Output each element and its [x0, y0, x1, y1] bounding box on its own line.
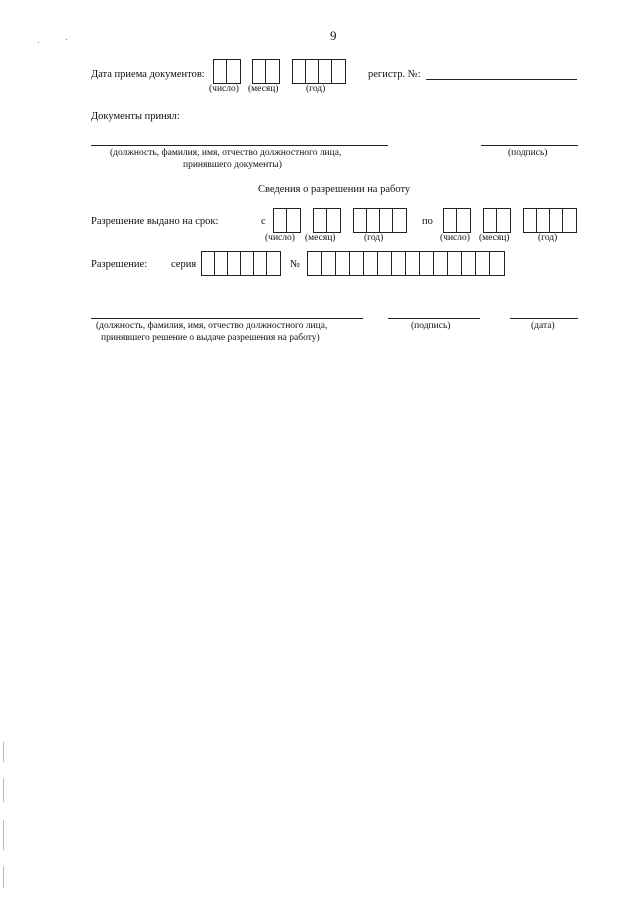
digit-cell[interactable] [332, 60, 345, 83]
digit-cell[interactable] [228, 252, 241, 275]
receipt-date-label: Дата приема документов: [91, 69, 205, 80]
digit-cell[interactable] [322, 252, 336, 275]
receipt-day-caption: (число) [209, 84, 239, 94]
from-day-caption: (число) [265, 233, 295, 243]
digit-cell[interactable] [448, 252, 462, 275]
permit-info-heading: Сведения о разрешении на работу [258, 184, 411, 195]
digit-cell[interactable] [364, 252, 378, 275]
digit-cell[interactable] [241, 252, 254, 275]
receipt-day-boxes[interactable] [213, 59, 241, 84]
digit-cell[interactable] [336, 252, 350, 275]
decision-caption-2: принявшего решение о выдаче разрешения на работу) [101, 333, 320, 343]
permit-label: Разрешение: [91, 259, 148, 270]
digit-cell[interactable] [202, 252, 215, 275]
decision-signature-caption: (подпись) [411, 321, 451, 331]
number-sign: № [290, 259, 301, 270]
digit-cell[interactable] [392, 252, 406, 275]
scan-margin-mark [3, 866, 4, 888]
digit-cell[interactable] [350, 252, 364, 275]
registration-number-line[interactable] [426, 79, 577, 80]
from-year-caption: (год) [364, 233, 384, 243]
digit-cell[interactable] [524, 209, 537, 232]
digit-cell[interactable] [462, 252, 476, 275]
digit-cell[interactable] [327, 209, 340, 232]
digit-cell[interactable] [563, 209, 576, 232]
series-label: серия [171, 259, 197, 270]
decision-caption-1: (должность, фамилия, имя, отчество должностного лица, [96, 321, 328, 331]
digit-cell[interactable] [306, 60, 319, 83]
scan-margin-mark [3, 778, 4, 802]
digit-cell[interactable] [434, 252, 448, 275]
digit-cell[interactable] [457, 209, 470, 232]
digit-cell[interactable] [406, 252, 420, 275]
decision-signature-line[interactable] [388, 318, 480, 319]
digit-cell[interactable] [420, 252, 434, 275]
decision-official-line[interactable] [91, 318, 363, 319]
to-year-boxes[interactable] [523, 208, 577, 233]
digit-cell[interactable] [267, 252, 280, 275]
scan-margin-mark [3, 742, 4, 762]
digit-cell[interactable] [484, 209, 497, 232]
to-month-caption: (месяц) [479, 233, 510, 243]
digit-cell[interactable] [319, 60, 332, 83]
to-day-boxes[interactable] [443, 208, 471, 233]
permit-number-boxes[interactable] [307, 251, 505, 276]
to-month-boxes[interactable] [483, 208, 511, 233]
digit-cell[interactable] [254, 252, 267, 275]
accepted-signature-caption: (подпись) [508, 148, 548, 158]
digit-cell[interactable] [380, 209, 393, 232]
from-day-boxes[interactable] [273, 208, 301, 233]
scan-speck [38, 42, 39, 43]
digit-cell[interactable] [227, 60, 240, 83]
decision-date-caption: (дата) [531, 321, 555, 331]
from-month-caption: (месяц) [305, 233, 336, 243]
digit-cell[interactable] [476, 252, 490, 275]
permit-term-label: Разрешение выдано на срок: [91, 216, 219, 227]
accepted-label: Документы принял: [91, 111, 180, 122]
accepted-caption-1: (должность, фамилия, имя, отчество должностного лица, [110, 148, 342, 158]
receipt-month-boxes[interactable] [252, 59, 280, 84]
series-boxes[interactable] [201, 251, 281, 276]
digit-cell[interactable] [215, 252, 228, 275]
term-from-label: с [261, 216, 266, 227]
digit-cell[interactable] [550, 209, 563, 232]
digit-cell[interactable] [444, 209, 457, 232]
scan-speck [66, 39, 67, 40]
accepted-caption-2: принявшего документы) [183, 160, 282, 170]
accepted-official-line[interactable] [91, 145, 388, 146]
digit-cell[interactable] [497, 209, 510, 232]
digit-cell[interactable] [287, 209, 300, 232]
digit-cell[interactable] [537, 209, 550, 232]
digit-cell[interactable] [214, 60, 227, 83]
to-day-caption: (число) [440, 233, 470, 243]
receipt-month-caption: (месяц) [248, 84, 279, 94]
from-month-boxes[interactable] [313, 208, 341, 233]
digit-cell[interactable] [490, 252, 504, 275]
digit-cell[interactable] [274, 209, 287, 232]
digit-cell[interactable] [354, 209, 367, 232]
accepted-signature-line[interactable] [481, 145, 578, 146]
digit-cell[interactable] [314, 209, 327, 232]
page-number: 9 [330, 28, 337, 43]
receipt-year-boxes[interactable] [292, 59, 346, 84]
to-year-caption: (год) [538, 233, 558, 243]
digit-cell[interactable] [308, 252, 322, 275]
scan-margin-mark [3, 820, 4, 850]
receipt-year-caption: (год) [306, 84, 326, 94]
registration-label: регистр. №: [368, 69, 421, 80]
digit-cell[interactable] [393, 209, 406, 232]
digit-cell[interactable] [293, 60, 306, 83]
digit-cell[interactable] [367, 209, 380, 232]
decision-date-line[interactable] [510, 318, 578, 319]
digit-cell[interactable] [266, 60, 279, 83]
term-to-label: по [422, 216, 433, 227]
digit-cell[interactable] [253, 60, 266, 83]
from-year-boxes[interactable] [353, 208, 407, 233]
digit-cell[interactable] [378, 252, 392, 275]
